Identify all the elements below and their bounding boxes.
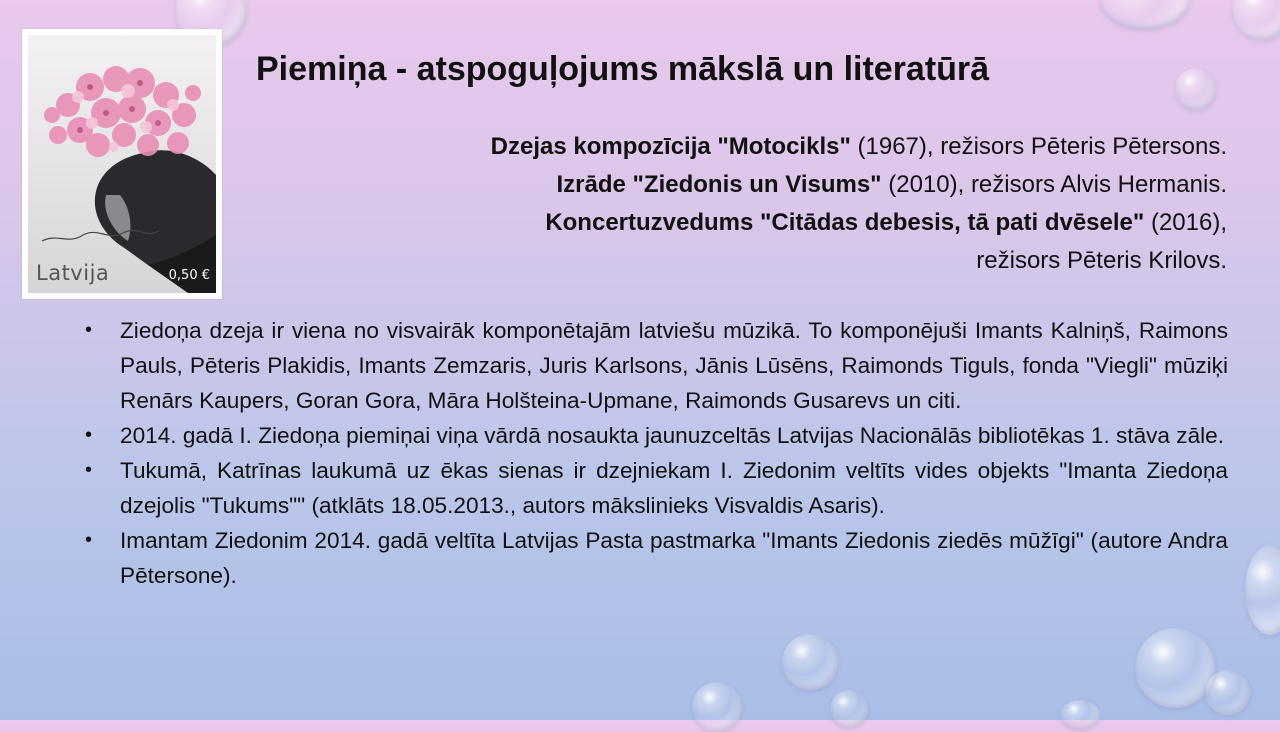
bullet-text: Tukumā, Katrīnas laukumā uz ēkas sienas ir dzejniekam I. Ziedonim veltīts vides objekts "Imanta Ziedoņa dzejolis "Tukums"" (atklāts 18.05.2013., autors mākslinieks Visvaldis Asaris).: [120, 458, 1228, 518]
credit-details: (2016),: [1144, 209, 1227, 236]
bullet-text: Imantam Ziedonim 2014. gadā veltīta Latvijas Pasta pastmarka "Imants Ziedonis ziedēs mūžīgi" (autore Andra Pētersone).: [120, 528, 1228, 588]
bubble-decoration: [1232, 0, 1280, 40]
credit-work-title: Dzejas kompozīcija "Motocikls": [490, 133, 851, 160]
stamp-value-label: 0,50 €: [168, 268, 210, 283]
bullet-text: 2014. gadā I. Ziedoņa piemiņai viņa vārdā nosaukta jaunuzceltās Latvijas Nacionālās bibliotēkas 1. stāva zāle.: [120, 423, 1225, 448]
stamp-country-label: Latvija: [36, 261, 110, 285]
credits-block: [327, 128, 1227, 280]
stamp-artwork: [28, 35, 216, 293]
bullet-item: [85, 453, 1228, 523]
slide-title: Piemiņa - atspoguļojums mākslā un literatūrā: [256, 50, 990, 88]
bullet-dot-icon: •: [85, 319, 93, 341]
bullet-item: [85, 523, 1228, 593]
bubble-decoration: [692, 682, 742, 732]
bubble-decoration: [1245, 545, 1280, 635]
credit-line: [327, 204, 1227, 242]
bullet-item: [85, 418, 1228, 453]
bullet-list: [85, 313, 1228, 593]
bullet-item: [85, 313, 1228, 418]
credit-details: režisors Pēteris Krilovs.: [976, 247, 1227, 274]
bubble-decoration: [1175, 68, 1217, 110]
credit-details: (2010), režisors Alvis Hermanis.: [881, 171, 1227, 198]
credit-work-title: Koncertuzvedums "Citādas debesis, tā pati dvēsele": [545, 209, 1145, 236]
bullet-dot-icon: •: [85, 459, 93, 481]
credit-line: [327, 242, 1227, 280]
bullet-text: Ziedoņa dzeja ir viena no visvairāk komponētajām latviešu mūzikā. To komponējuši Imants Kalniņš, Raimons Pauls, Pēteris Plakidis, Imants Zemzaris, Juris Karlsons, Jānis Lūsēns, Raimonds Tiguls, fonda "Viegli" mūziķi Renārs Kaupers, Goran Gora, Māra Holšteina-Upmane, Raimonds Gusarevs un citi.: [120, 318, 1228, 413]
credit-work-title: Izrāde "Ziedonis un Visums": [556, 171, 882, 198]
credit-line: [327, 166, 1227, 204]
bullet-dot-icon: •: [85, 529, 93, 551]
bubble-decoration: [1100, 0, 1190, 30]
bullet-dot-icon: •: [85, 424, 93, 446]
bubble-decoration: [782, 634, 838, 690]
credit-details: (1967), režisors Pēteris Pētersons.: [850, 133, 1227, 160]
bubble-decoration: [1205, 670, 1250, 715]
credit-line: [327, 128, 1227, 166]
bubble-decoration: [1135, 628, 1215, 708]
postage-stamp: [22, 29, 222, 299]
flower-portrait-icon: [28, 35, 216, 293]
bubble-decoration: [830, 690, 868, 728]
bubble-decoration: [1060, 700, 1100, 730]
